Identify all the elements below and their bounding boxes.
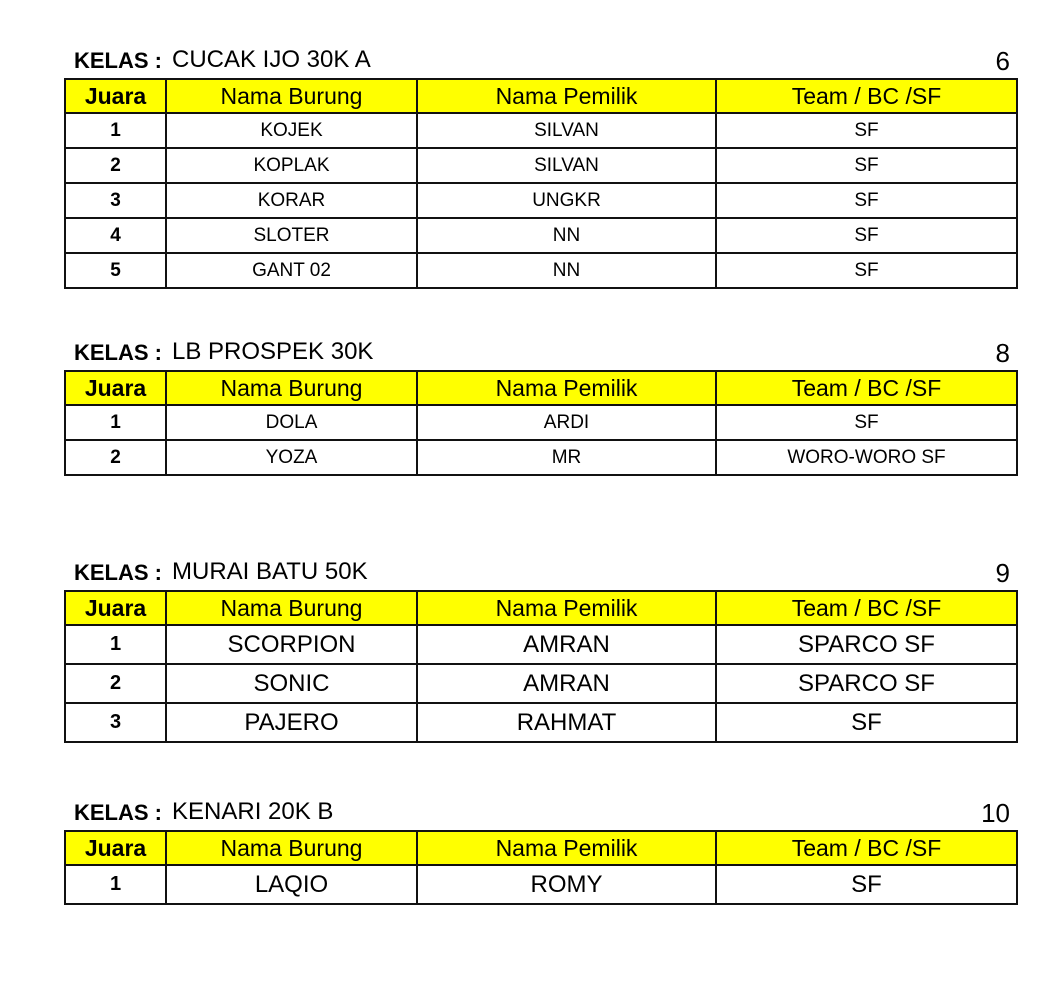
cell-nama-burung: KOPLAK bbox=[166, 148, 417, 183]
cell-team: SF bbox=[716, 183, 1017, 218]
header-row bbox=[65, 371, 1017, 405]
cell-nama-burung: YOZA bbox=[166, 440, 417, 475]
cell-team: SF bbox=[716, 865, 1017, 904]
cell-nama-burung: SCORPION bbox=[166, 625, 417, 664]
cell-juara: 2 bbox=[65, 148, 166, 183]
header-team: Team / BC /SF bbox=[716, 591, 1017, 625]
cell-juara: 1 bbox=[65, 625, 166, 664]
cell-nama-burung: SLOTER bbox=[166, 218, 417, 253]
cell-nama-burung: LAQIO bbox=[166, 865, 417, 904]
header-row bbox=[65, 831, 1017, 865]
header-nama-pemilik: Nama Pemilik bbox=[417, 371, 716, 405]
cell-nama-pemilik: NN bbox=[417, 218, 716, 253]
kelas-label: KELAS : bbox=[74, 48, 162, 73]
header-juara: Juara bbox=[65, 831, 166, 865]
table-row bbox=[65, 440, 1017, 475]
cell-juara: 1 bbox=[65, 113, 166, 148]
cell-team: SPARCO SF bbox=[716, 664, 1017, 703]
kelas-label: KELAS : bbox=[74, 560, 162, 585]
header-nama-pemilik: Nama Pemilik bbox=[417, 79, 716, 113]
class-header bbox=[64, 558, 1016, 590]
class-header bbox=[64, 46, 1016, 78]
cell-team: SPARCO SF bbox=[716, 625, 1017, 664]
header-team: Team / BC /SF bbox=[716, 79, 1017, 113]
class-header bbox=[64, 798, 1016, 830]
table-row bbox=[65, 703, 1017, 742]
cell-team: SF bbox=[716, 703, 1017, 742]
table-row bbox=[65, 625, 1017, 664]
cell-nama-pemilik: UNGKR bbox=[417, 183, 716, 218]
header-row bbox=[65, 591, 1017, 625]
header-juara: Juara bbox=[65, 591, 166, 625]
cell-nama-pemilik: RAHMAT bbox=[417, 703, 716, 742]
cell-team: SF bbox=[716, 218, 1017, 253]
table-row bbox=[65, 113, 1017, 148]
class-number: 8 bbox=[995, 338, 1010, 368]
cell-nama-pemilik: AMRAN bbox=[417, 664, 716, 703]
class-name: LB PROSPEK 30K bbox=[172, 338, 374, 365]
class-name: KENARI 20K B bbox=[172, 798, 334, 825]
cell-team: SF bbox=[716, 253, 1017, 288]
class-name: MURAI BATU 50K bbox=[172, 558, 368, 585]
cell-juara: 3 bbox=[65, 183, 166, 218]
table-row bbox=[65, 664, 1017, 703]
cell-juara: 1 bbox=[65, 865, 166, 904]
header-team: Team / BC /SF bbox=[716, 831, 1017, 865]
results-table bbox=[64, 78, 1018, 289]
cell-nama-burung: KOJEK bbox=[166, 113, 417, 148]
cell-nama-pemilik: ARDI bbox=[417, 405, 716, 440]
cell-nama-burung: GANT 02 bbox=[166, 253, 417, 288]
cell-team: SF bbox=[716, 148, 1017, 183]
header-nama-burung: Nama Burung bbox=[166, 591, 417, 625]
header-nama-burung: Nama Burung bbox=[166, 79, 417, 113]
cell-nama-pemilik: SILVAN bbox=[417, 148, 716, 183]
header-nama-burung: Nama Burung bbox=[166, 831, 417, 865]
cell-juara: 5 bbox=[65, 253, 166, 288]
table-row bbox=[65, 405, 1017, 440]
header-juara: Juara bbox=[65, 371, 166, 405]
header-nama-pemilik: Nama Pemilik bbox=[417, 591, 716, 625]
header-nama-pemilik: Nama Pemilik bbox=[417, 831, 716, 865]
cell-team: WORO-WORO SF bbox=[716, 440, 1017, 475]
cell-team: SF bbox=[716, 405, 1017, 440]
table-row bbox=[65, 253, 1017, 288]
cell-juara: 1 bbox=[65, 405, 166, 440]
results-table bbox=[64, 590, 1018, 743]
cell-team: SF bbox=[716, 113, 1017, 148]
results-table bbox=[64, 830, 1018, 905]
cell-nama-pemilik: SILVAN bbox=[417, 113, 716, 148]
cell-nama-pemilik: MR bbox=[417, 440, 716, 475]
results-table bbox=[64, 370, 1018, 476]
table-row bbox=[65, 183, 1017, 218]
cell-nama-burung: PAJERO bbox=[166, 703, 417, 742]
header-nama-burung: Nama Burung bbox=[166, 371, 417, 405]
header-row bbox=[65, 79, 1017, 113]
cell-nama-burung: KORAR bbox=[166, 183, 417, 218]
class-section-murai-batu bbox=[64, 558, 1016, 743]
class-number: 10 bbox=[981, 798, 1010, 828]
class-section-cucak-ijo bbox=[64, 46, 1016, 289]
class-number: 9 bbox=[995, 558, 1010, 588]
cell-nama-pemilik: ROMY bbox=[417, 865, 716, 904]
class-header bbox=[64, 338, 1016, 370]
table-row bbox=[65, 218, 1017, 253]
table-row bbox=[65, 148, 1017, 183]
cell-nama-pemilik: AMRAN bbox=[417, 625, 716, 664]
class-section-kenari bbox=[64, 798, 1016, 905]
cell-nama-burung: DOLA bbox=[166, 405, 417, 440]
cell-juara: 2 bbox=[65, 440, 166, 475]
class-name: CUCAK IJO 30K A bbox=[172, 46, 371, 73]
class-section-lb-prospek bbox=[64, 338, 1016, 476]
class-number: 6 bbox=[995, 46, 1010, 76]
cell-juara: 3 bbox=[65, 703, 166, 742]
header-team: Team / BC /SF bbox=[716, 371, 1017, 405]
header-juara: Juara bbox=[65, 79, 166, 113]
cell-nama-pemilik: NN bbox=[417, 253, 716, 288]
table-row bbox=[65, 865, 1017, 904]
cell-nama-burung: SONIC bbox=[166, 664, 417, 703]
kelas-label: KELAS : bbox=[74, 340, 162, 365]
kelas-label: KELAS : bbox=[74, 800, 162, 825]
cell-juara: 2 bbox=[65, 664, 166, 703]
cell-juara: 4 bbox=[65, 218, 166, 253]
